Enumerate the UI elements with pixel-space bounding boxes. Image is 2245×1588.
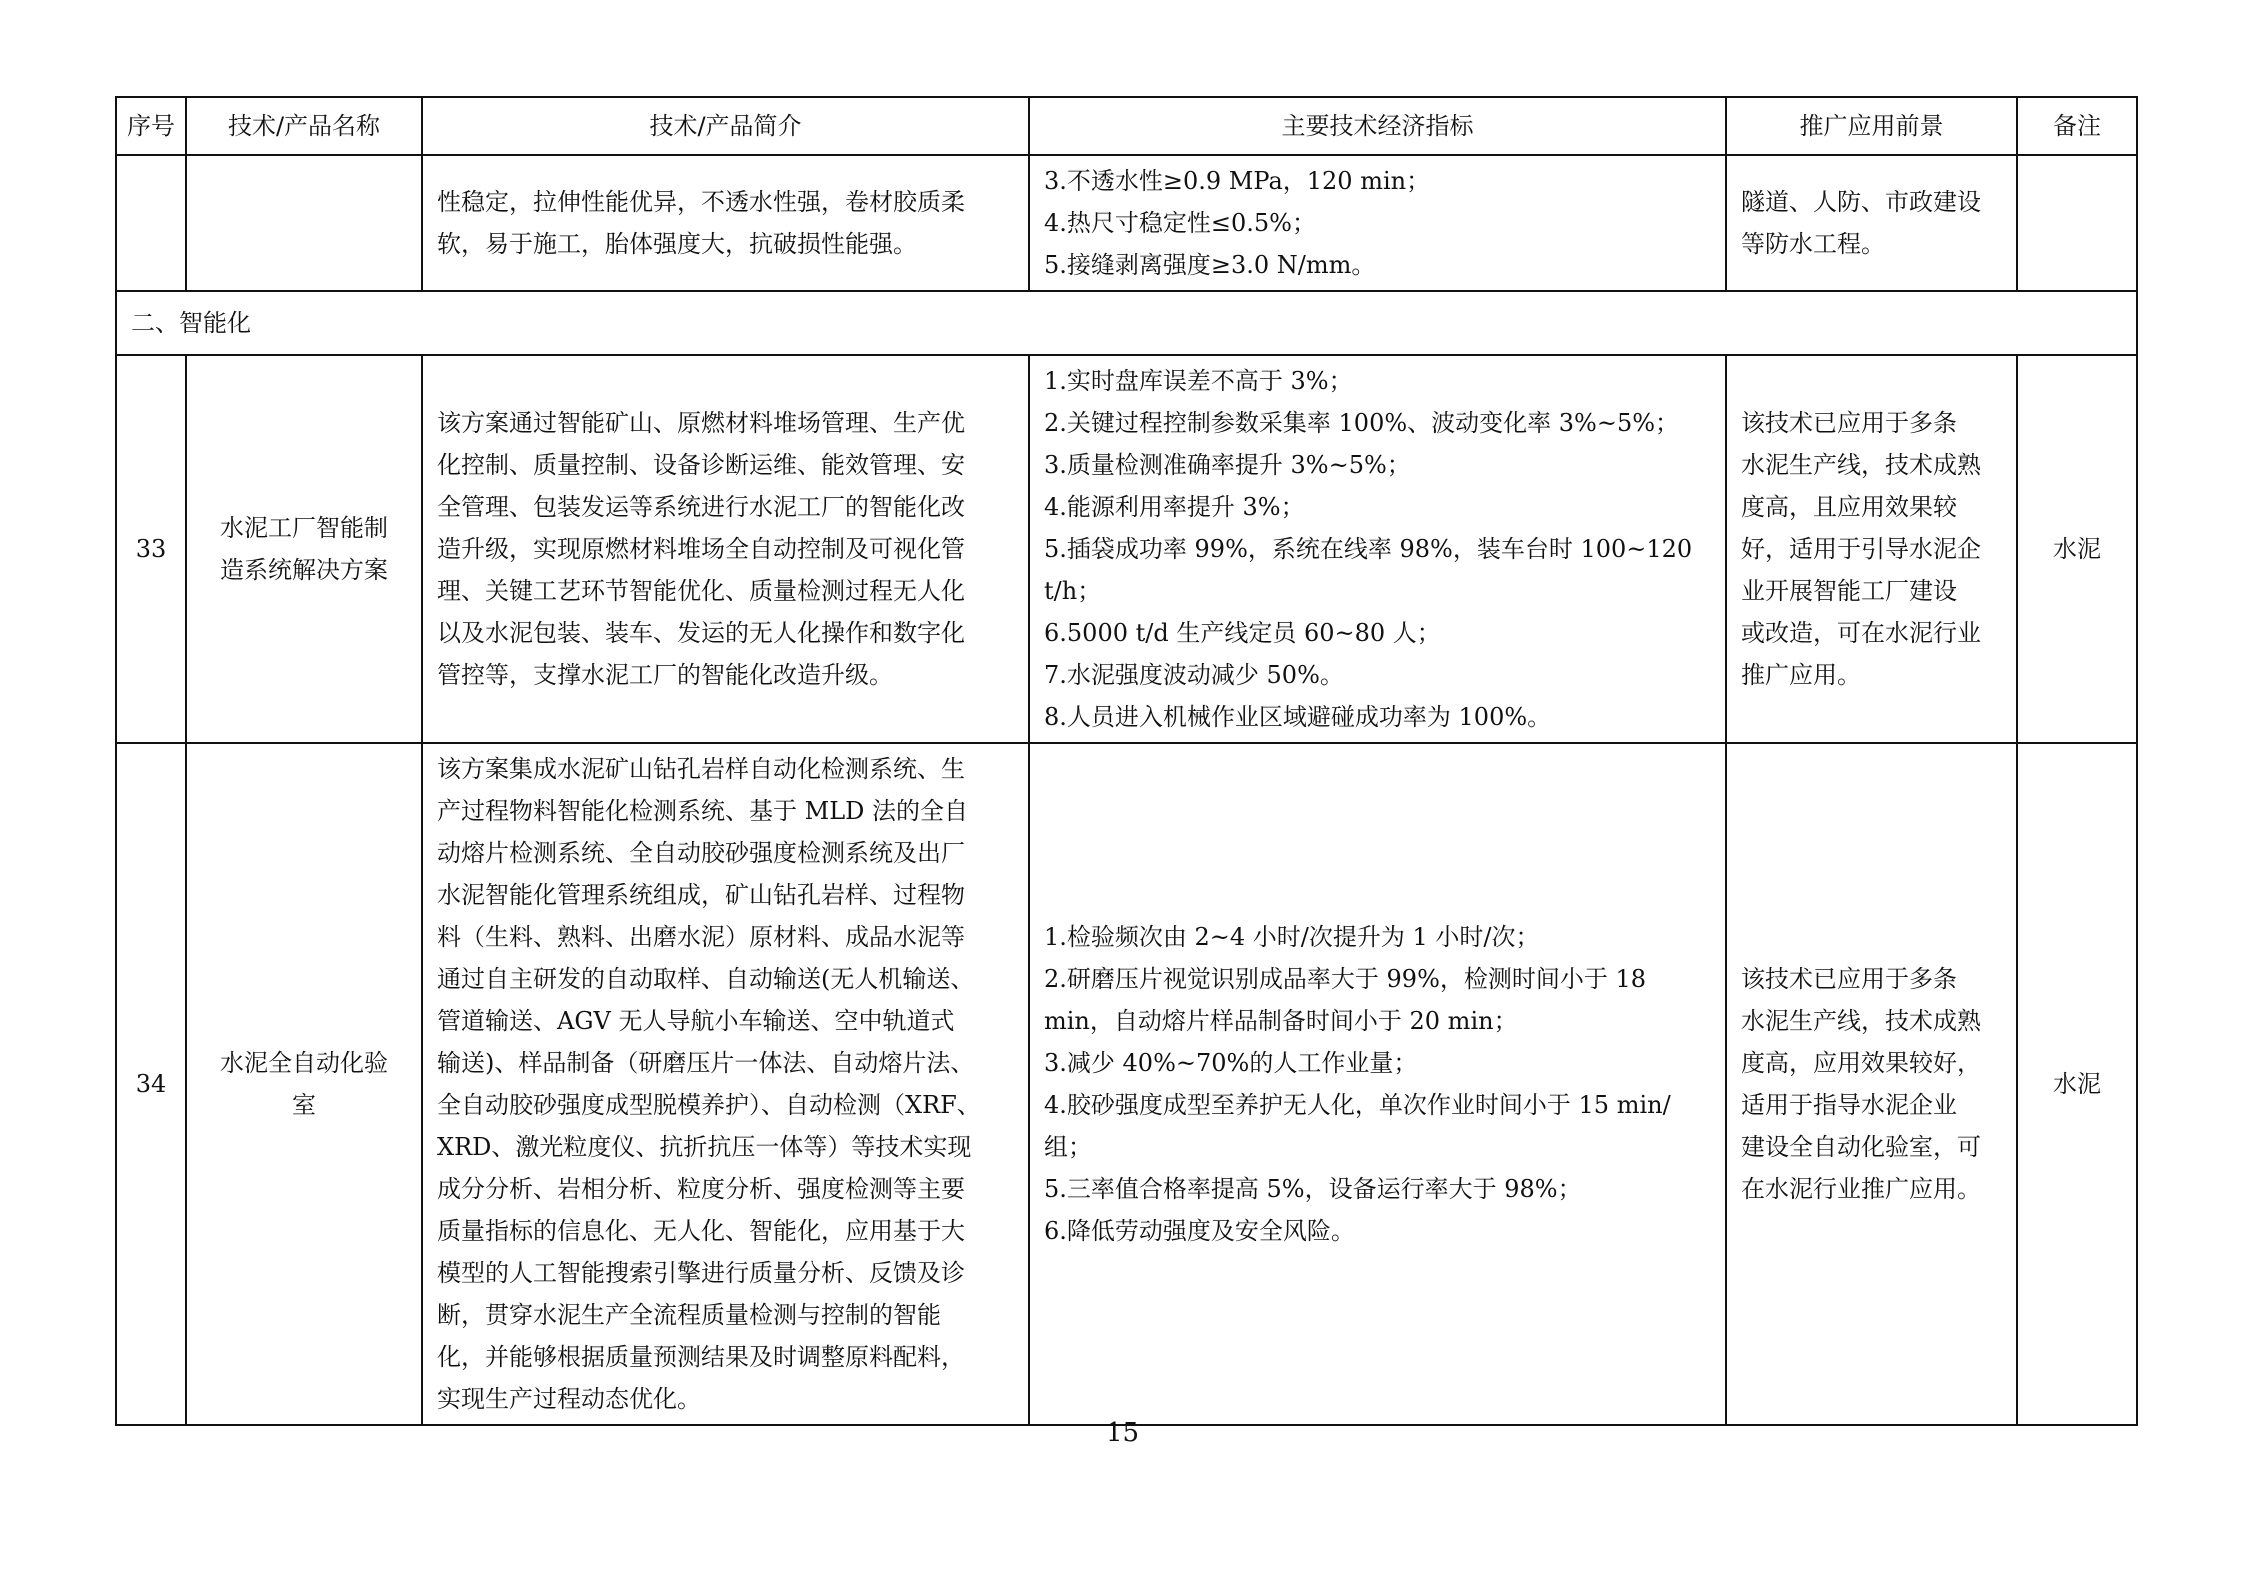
text-line: 造系统解决方案 [220,556,388,584]
table-row [116,743,2137,1425]
cell-no: 34 [116,743,186,1425]
cell-name [186,743,422,1425]
cell-indicators [1029,355,1726,743]
text-line: 室 [292,1091,316,1119]
header-name: 技术/产品名称 [186,97,422,155]
text-line: 建设全自动化验室，可 [1741,1133,1981,1161]
text-line: 1.实时盘库误差不高于 3%； [1044,367,1353,395]
text-line: 该方案集成水泥矿山钻孔岩样自动化检测系统、生 [437,755,965,783]
text-line: 水泥智能化管理系统组成，矿山钻孔岩样、过程物 [437,881,965,909]
text-line: 料（生料、熟料、出磨水泥）原材料、成品水泥等 [437,923,965,951]
text-line: 3.减少 40%~70%的人工作业量； [1044,1049,1418,1077]
text-line: 5.接缝剥离强度≥3.0 N/mm。 [1044,251,1376,279]
header-prospect: 推广应用前景 [1726,97,2017,155]
text-line: 好，适用于引导水泥企 [1741,535,1981,563]
cell-prospect [1726,743,2017,1425]
text-line: 或改造，可在水泥行业 [1741,619,1981,647]
text-line: 4.热尺寸稳定性≤0.5%； [1044,209,1316,237]
text-line: 以及水泥包装、装车、发运的无人化操作和数字化 [437,619,965,647]
cell-intro [422,355,1029,743]
header-no: 序号 [116,97,186,155]
text-line: 化控制、质量控制、设备诊断运维、能效管理、安 [437,451,965,479]
text-line: 该技术已应用于多条 [1741,409,1957,437]
text-line: 该技术已应用于多条 [1741,965,1957,993]
text-line: 5.插袋成功率 99%，系统在线率 98%，装车台时 100~120 [1044,535,1693,563]
text-line: 软，易于施工，胎体强度大，抗破损性能强。 [437,230,917,258]
text-line: 适用于指导水泥企业 [1741,1091,1957,1119]
text-line: 4.胶砂强度成型至养护无人化，单次作业时间小于 15 min/ [1044,1091,1671,1119]
text-line: 2.研磨压片视觉识别成品率大于 99%，检测时间小于 18 [1044,965,1647,993]
text-line: 成分分析、岩相分析、粒度分析、强度检测等主要 [437,1175,965,1203]
text-line: 断，贯穿水泥生产全流程质量检测与控制的智能 [437,1301,941,1329]
text-line: 水泥全自动化验 [220,1049,388,1077]
text-line: 度高，应用效果较好， [1741,1049,1981,1077]
section-row [116,291,2137,355]
text-line: 5.三率值合格率提高 5%，设备运行率大于 98%； [1044,1175,1582,1203]
table-row [116,355,2137,743]
cell-no [116,155,186,291]
text-line: 性稳定，拉伸性能优异，不透水性强，卷材胶质柔 [437,188,965,216]
text-line: 业开展智能工厂建设 [1741,577,1957,605]
text-line: 通过自主研发的自动取样、自动输送(无人机输送、 [437,965,975,993]
text-line: 水泥工厂智能制 [220,514,388,542]
cell-intro [422,743,1029,1425]
text-line: 全自动胶砂强度成型脱模养护）、自动检测（XRF、 [437,1091,981,1119]
text-line: 实现生产过程动态优化。 [437,1385,701,1413]
cell-remark: 水泥 [2017,355,2137,743]
cell-name [186,155,422,291]
header-intro: 技术/产品简介 [422,97,1029,155]
text-line: 1.检验频次由 2~4 小时/次提升为 1 小时/次； [1044,923,1540,951]
cell-indicators [1029,155,1726,291]
text-line: 输送)、样品制备（研磨压片一体法、自动熔片法、 [437,1049,975,1077]
text-line: 全管理、包装发运等系统进行水泥工厂的智能化改 [437,493,965,521]
page-number: 15 [1105,1418,1140,1448]
document-table [115,96,2138,1426]
text-line: 造升级，实现原燃材料堆场全自动控制及可视化管 [437,535,965,563]
header-row [116,97,2137,155]
cell-no: 33 [116,355,186,743]
text-line: 组； [1044,1133,1092,1161]
text-line: 3.质量检测准确率提升 3%~5%； [1044,451,1411,479]
continued-row [116,155,2137,291]
text-line: 7.水泥强度波动减少 50%。 [1044,661,1344,689]
text-line: 质量指标的信息化、无人化、智能化，应用基于大 [437,1217,965,1245]
cell-prospect [1726,155,2017,291]
text-line: XRD、激光粒度仪、抗折抗压一体等）等技术实现 [437,1133,972,1161]
text-line: 模型的人工智能搜索引擎进行质量分析、反馈及诊 [437,1259,965,1287]
text-line: 4.能源利用率提升 3%； [1044,493,1305,521]
cell-indicators [1029,743,1726,1425]
text-line: 度高，且应用效果较 [1741,493,1957,521]
cell-remark [2017,155,2137,291]
section-title: 二、智能化 [116,291,2137,355]
cell-intro [422,155,1029,291]
text-line: 3.不透水性≥0.9 MPa，120 min； [1044,167,1431,195]
text-line: 该方案通过智能矿山、原燃材料堆场管理、生产优 [437,409,965,437]
text-line: 8.人员进入机械作业区域避碰成功率为 100%。 [1044,703,1552,731]
header-remark: 备注 [2017,97,2137,155]
text-line: 水泥生产线，技术成熟 [1741,1007,1981,1035]
text-line: 化，并能够根据质量预测结果及时调整原料配料， [437,1343,965,1371]
text-line: 等防水工程。 [1741,230,1885,258]
text-line: 6.5000 t/d 生产线定员 60~80 人； [1044,619,1441,647]
text-line: 推广应用。 [1741,661,1861,689]
header-indicators: 主要技术经济指标 [1029,97,1726,155]
cell-prospect [1726,355,2017,743]
cell-name [186,355,422,743]
text-line: min，自动熔片样品制备时间小于 20 min； [1044,1007,1518,1035]
text-line: 动熔片检测系统、全自动胶砂强度检测系统及出厂 [437,839,965,867]
text-line: 在水泥行业推广应用。 [1741,1175,1981,1203]
text-line: 水泥生产线，技术成熟 [1741,451,1981,479]
cell-remark: 水泥 [2017,743,2137,1425]
text-line: 2.关键过程控制参数采集率 100%、波动变化率 3%~5%； [1044,409,1680,437]
text-line: 隧道、人防、市政建设 [1741,188,1981,216]
text-line: 理、关键工艺环节智能优化、质量检测过程无人化 [437,577,965,605]
text-line: 产过程物料智能化检测系统、基于 MLD 法的全自 [437,797,969,825]
text-line: 6.降低劳动强度及安全风险。 [1044,1217,1355,1245]
text-line: 管控等，支撑水泥工厂的智能化改造升级。 [437,661,893,689]
text-line: t/h； [1044,577,1102,605]
text-line: 管道输送、AGV 无人导航小车输送、空中轨道式 [437,1007,955,1035]
